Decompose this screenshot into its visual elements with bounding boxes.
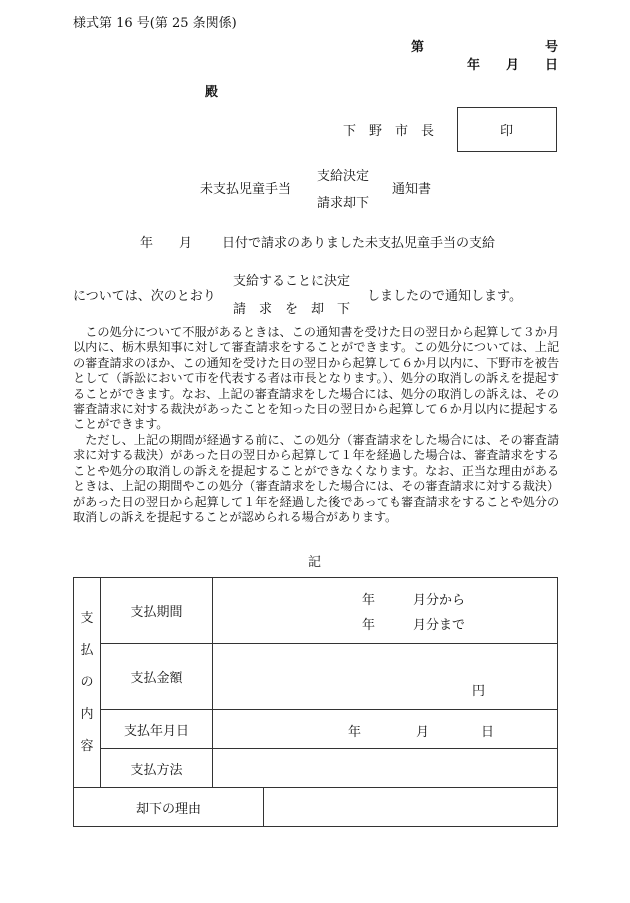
record-heading: 記 — [308, 555, 322, 570]
rejection-reason-label: 却下の理由 — [74, 788, 264, 827]
title-notice: 通知書 — [392, 182, 432, 197]
request-text: 日付で請求のありました未支払児童手当の支給 — [222, 236, 496, 251]
table-row — [74, 710, 558, 749]
period-from-text: 月分から — [413, 593, 466, 608]
group-label-char: の — [80, 674, 94, 690]
addressee-suffix: 殿 — [205, 85, 219, 100]
payment-method-label: 支払方法 — [101, 749, 213, 788]
decision-suffix: しましたので通知します。 — [367, 289, 522, 304]
appeal-notice-paragraph-1: この処分について不服があるときは、この通知書を受けた日の翌日から起算して３か月以内に、栃木県知事に対して審査請求をすることができます。この処分については、上記の審査請求のほか、この通知を受けた日の翌日から起算して６か月以内に、下野市を被告として（訴訟において市を代表する者は市長となります。）、処分の取消しの訴えを提起することができます。なお、上記の審査請求をした場合には、処分の取消しの訴えは、その審査請求に対する裁決があったことを知った日の翌日から起算して６か月以内に提起することができます。 — [73, 325, 559, 432]
header-day: 日 — [545, 58, 559, 73]
title-option-reject: 請求却下 — [317, 196, 370, 211]
group-label-char: 払 — [80, 642, 94, 658]
payment-date-year: 年 — [348, 725, 362, 740]
payment-date-label: 支払年月日 — [101, 710, 213, 749]
payment-period-field[interactable] — [213, 578, 558, 644]
period-to-year: 年 — [362, 618, 376, 633]
table-row — [74, 578, 558, 644]
decision-prefix: については、次のとおり — [73, 289, 216, 304]
doc-number-suffix: 号 — [545, 40, 559, 55]
form-number: 様式第 16 号(第 25 条関係) — [73, 16, 237, 31]
decision-option-grant: 支給することに決定 — [233, 274, 351, 289]
request-month: 月 — [179, 236, 193, 251]
request-year: 年 — [140, 236, 154, 251]
doc-number-prefix: 第 — [411, 40, 425, 55]
table-row — [74, 749, 558, 788]
payment-method-field[interactable] — [213, 749, 558, 788]
period-to-text: 月分まで — [413, 618, 466, 633]
issuer-name: 下 野 市 長 — [343, 124, 435, 139]
seal-label: 印 — [500, 124, 514, 139]
payment-date-month: 月 — [416, 725, 430, 740]
payment-details-table — [73, 577, 558, 827]
payment-date-field[interactable] — [213, 710, 558, 749]
payment-contents-group-label — [74, 578, 101, 788]
period-from-year: 年 — [362, 593, 376, 608]
appeal-notice-paragraph-2: ただし、上記の期間が経過する前に、この処分（審査請求をした場合には、その審査請求に対する裁決）があった日の翌日から起算して１年を経過した場合は、審査請求をすることや処分の取消しの訴えを提起することができなくなります。なお、正当な理由があるときは、上記の期間やこの処分（審査請求をした場合には、その審査請求に対する裁決）があった日の翌日から起算して１年を経過した後であっても審査請求をすることや処分の取消しの訴えを提起することが認められる場合があります。 — [73, 433, 559, 525]
title-subject: 未支払児童手当 — [200, 182, 292, 197]
amount-unit: 円 — [472, 684, 486, 699]
payment-date-day: 日 — [481, 725, 495, 740]
table-row — [74, 644, 558, 710]
header-year: 年 — [467, 58, 481, 73]
payment-period-label: 支払期間 — [101, 578, 213, 644]
header-month: 月 — [506, 58, 520, 73]
table-row — [74, 788, 558, 827]
group-label-char: 内 — [80, 706, 94, 722]
decision-option-reject: 請 求 を 却 下 — [233, 302, 351, 317]
rejection-reason-field[interactable] — [264, 788, 558, 827]
payment-amount-field[interactable] — [213, 644, 558, 710]
group-label-char: 支 — [80, 610, 94, 626]
title-option-grant: 支給決定 — [317, 169, 370, 184]
group-label-char: 容 — [80, 738, 94, 754]
payment-amount-label: 支払金額 — [101, 644, 213, 710]
